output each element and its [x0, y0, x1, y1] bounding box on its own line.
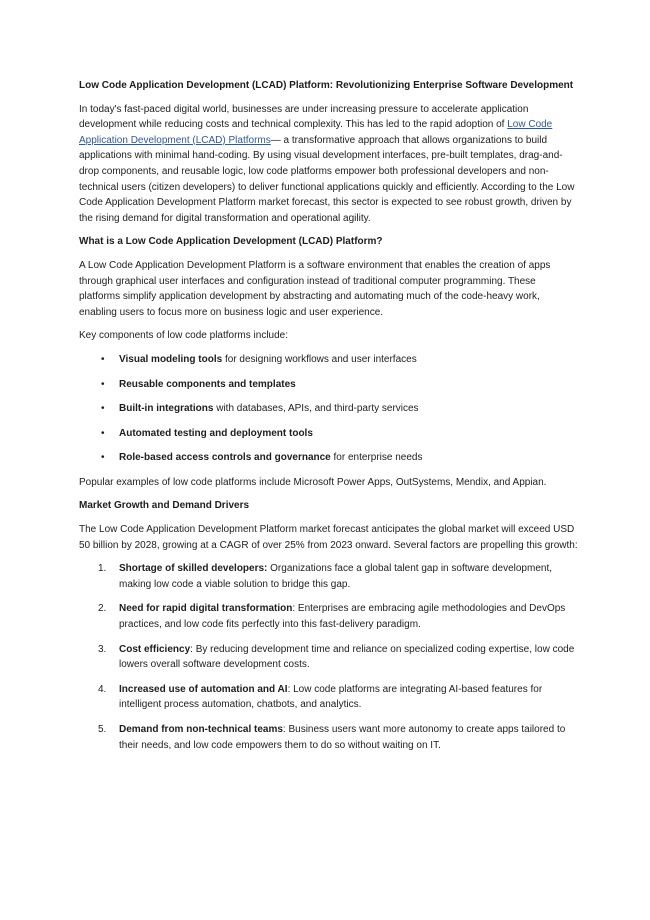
growth-drivers-list — [79, 561, 579, 753]
list-item — [79, 426, 579, 442]
list-item-bold: Cost efficiency — [119, 643, 191, 655]
bullet-icon: • — [101, 427, 105, 439]
list-number: 3. — [98, 643, 107, 655]
bullet-icon: • — [101, 378, 105, 390]
list-item — [79, 401, 579, 417]
list-item — [79, 642, 579, 673]
list-item-bold: Shortage of skilled developers: — [119, 563, 268, 575]
list-item-bold: Built-in integrations — [119, 403, 214, 415]
section-heading-market-growth: Market Growth and Demand Drivers — [79, 500, 250, 512]
components-list — [79, 352, 579, 466]
components-intro: Key components of low code platforms include: — [79, 330, 288, 342]
document-page — [79, 78, 579, 762]
lcad-platforms-link[interactable]: Low Code Application Development (LCAD) Platforms — [79, 119, 553, 146]
bullet-icon: • — [101, 403, 105, 415]
list-item-bold: Automated testing and deployment tools — [119, 427, 313, 439]
document-title: Low Code Application Development (LCAD) Platform: Revolutionizing Enterprise Software Development — [79, 80, 574, 91]
list-item-text: : By reducing development time and reliance on specialized coding expertise, low code lowers overall software development costs. — [119, 643, 575, 671]
list-item-text: : Low code platforms are integrating AI-based features for intelligent process automation, chatbots, and analytics. — [119, 683, 543, 711]
list-item-text: for enterprise needs — [330, 452, 423, 464]
list-item-bold: Need for rapid digital transformation — [119, 603, 293, 615]
list-item-bold: Demand from non-technical teams — [119, 724, 283, 735]
examples-paragraph: Popular examples of low code platforms include Microsoft Power Apps, OutSystems, Mendix, and Appian. — [79, 476, 547, 488]
list-item — [79, 352, 579, 368]
bullet-icon: • — [101, 452, 105, 464]
list-number: 4. — [98, 683, 107, 695]
intro-text-before: In today's fast-paced digital world, businesses are under increasing pressure to accelerate application development while reducing costs and technical complexity. This has led to the rapid adoption of — [79, 103, 529, 131]
list-item-bold: Reusable components and templates — [119, 378, 296, 390]
list-item-text: for designing workflows and user interfaces — [222, 353, 417, 365]
list-number: 2. — [98, 603, 107, 615]
bullet-icon: • — [101, 353, 105, 365]
intro-paragraph — [79, 102, 579, 227]
list-item-text: Organizations face a global talent gap in software development, making low code a viable solution to bridge this gap. — [119, 563, 552, 590]
list-item-bold: Role-based access controls and governance — [119, 452, 331, 464]
definition-paragraph: A Low Code Application Development Platform is a software environment that enables the creation of apps through graphical user interfaces and configuration instead of traditional computer programming. These platforms simplify application development by abstracting and automating much of the code-heavy work, enabling users to focus more on business logic and user experience. — [79, 259, 551, 318]
list-number: 1. — [98, 563, 107, 575]
list-number: 5. — [98, 724, 107, 735]
list-item-bold: Increased use of automation and AI — [119, 683, 288, 695]
list-item — [79, 561, 579, 592]
intro-text-after: — a transformative approach that allows organizations to build applications with minimal hand-coding. By using visual development interfaces, pre-built templates, drag-and-drop components, and reusable logic, low code platforms empower both professional developers and non-technical users (citizen developers) to deliver functional applications quickly and efficiently. According to the Low Code Application Development Platform market forecast, this sector is expected to see robust growth, driven by the rising demand for digital transformation and operational agility. — [79, 134, 575, 224]
list-item — [79, 601, 579, 632]
list-item — [79, 722, 579, 753]
section-heading-what-is: What is a Low Code Application Development (LCAD) Platform? — [79, 236, 383, 248]
list-item-text: : Business users want more autonomy to create apps tailored to their needs, and low code empowers them to do so without waiting on IT. — [119, 724, 566, 751]
list-item — [79, 682, 579, 713]
list-item — [79, 450, 579, 466]
list-item-bold: Visual modeling tools — [119, 353, 223, 365]
list-item-text: : Enterprises are embracing agile methodologies and DevOps practices, and low code fits perfectly into this fast-delivery paradigm. — [119, 603, 566, 631]
list-item — [79, 377, 579, 393]
list-item-text: with databases, APIs, and third-party services — [213, 403, 419, 415]
market-paragraph: The Low Code Application Development Platform market forecast anticipates the global market will exceed USD 50 billion by 2028, growing at a CAGR of over 25% from 2023 onward. Several factors are propelling this growth: — [79, 524, 578, 551]
